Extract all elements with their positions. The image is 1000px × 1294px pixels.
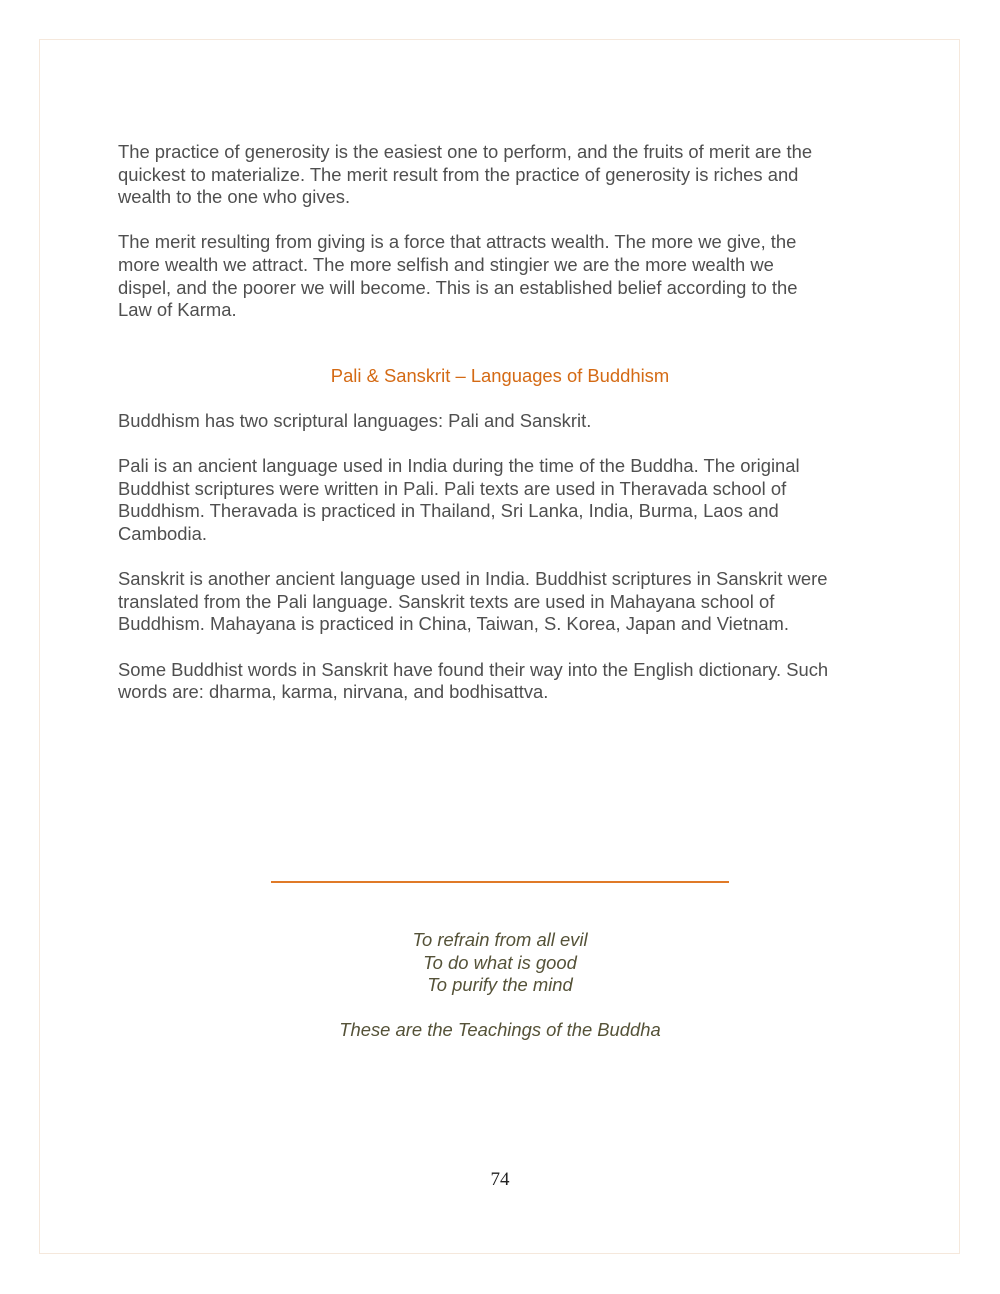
paragraph-pali: Pali is an ancient language used in India during the time of the Buddha. The original Buddhist scriptures were written in Pali. Pali texts are used in Theravada school of Buddhism. Theravada is practiced in Thailand, Sri Lanka, India, Burma, Laos and Cambodia.	[118, 455, 800, 544]
horizontal-divider	[271, 881, 729, 883]
section-heading: Pali & Sanskrit – Languages of Buddhism	[330, 365, 670, 386]
paragraph-scriptural-languages: Buddhism has two scriptural languages: Pali and Sanskrit.	[118, 410, 592, 431]
paragraph-merit-wealth: The merit resulting from giving is a force that attracts wealth. The more we give, the more wealth we attract. The more selfish and stingier we are the more wealth we dispel, and the poorer we will become. This is an established belief according to the Law of Karma.	[118, 231, 798, 321]
quote-line: To do what is good	[423, 951, 577, 973]
quote-line: To purify the mind	[427, 974, 573, 996]
paragraph-english-words: Some Buddhist words in Sanskrit have found their way into the English dictionary. Such words are: dharma, karma, nirvana, and bodhisattva.	[118, 658, 829, 703]
intro-text-block	[118, 141, 888, 344]
paragraph-generosity: The practice of generosity is the easiest one to perform, and the fruits of merit are the quickest to materialize. The merit result from the practice of generosity is riches and wealth to the one who gives.	[118, 141, 813, 208]
section-text-block	[118, 410, 888, 726]
quote-spacer	[0, 997, 1000, 1020]
buddha-quote	[0, 929, 1000, 1042]
paragraph-sanskrit: Sanskrit is another ancient language used in India. Buddhist scriptures in Sanskrit were translated from the Pali language. Sanskrit texts are used in Mahayana school of Buddhism. Mahayana is practiced in China, Taiwan, S. Korea, Japan and Vietnam.	[118, 568, 828, 635]
quote-line: To refrain from all evil	[412, 929, 588, 950]
page-number: 74	[490, 1169, 510, 1190]
quote-closing: These are the Teachings of the Buddha	[339, 1019, 661, 1041]
